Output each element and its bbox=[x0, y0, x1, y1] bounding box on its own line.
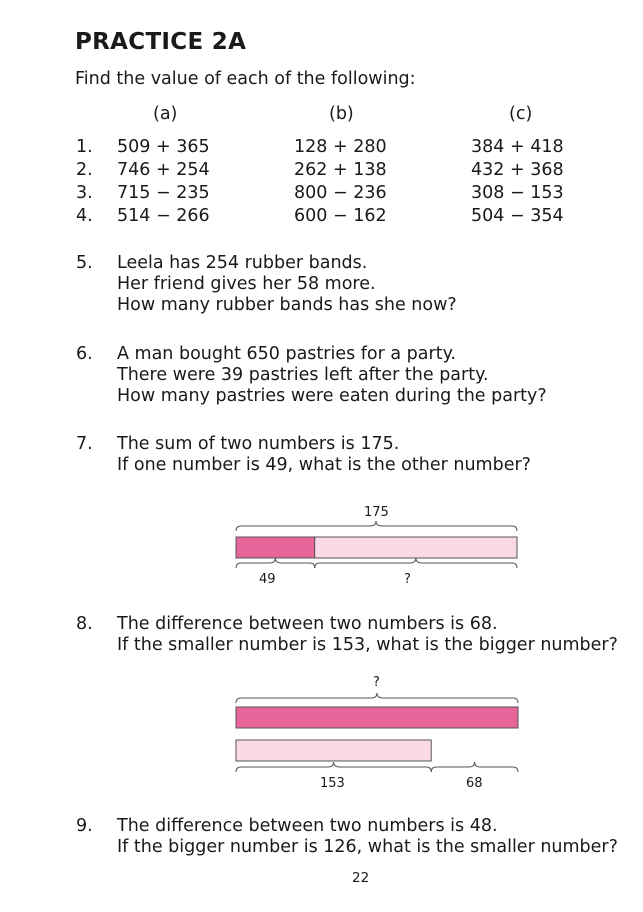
problem-text: The sum of two numbers is 175. If one number is 49, what is the other number? bbox=[117, 434, 531, 475]
diagram7-unknown-bar bbox=[315, 537, 517, 558]
problem-number: 7. bbox=[76, 434, 93, 454]
column-header-a: (a) bbox=[153, 104, 178, 124]
problem-text: A man bought 650 pastries for a party. There were 39 pastries left after the party. How many pastries were eaten during the party? bbox=[117, 344, 547, 406]
problem-text: The difference between two numbers is 68. If the smaller number is 153, what is the bigger number? bbox=[117, 614, 618, 655]
exercise-cell: 715 − 235 bbox=[117, 183, 210, 203]
row-number: 3. bbox=[76, 183, 93, 203]
diagram7-part-bar bbox=[236, 537, 315, 558]
exercise-cell: 262 + 138 bbox=[294, 160, 387, 180]
exercise-cell: 128 + 280 bbox=[294, 137, 387, 157]
page-title: PRACTICE 2A bbox=[75, 29, 247, 55]
problem-text: The difference between two numbers is 48. If the bigger number is 126, what is the smaller number? bbox=[117, 816, 618, 857]
exercise-cell: 384 + 418 bbox=[471, 137, 564, 157]
diagram8-top-brace bbox=[236, 693, 518, 703]
column-header-c: (c) bbox=[509, 104, 533, 124]
page-number: 22 bbox=[352, 870, 370, 886]
diagram8-smaller-label: 153 bbox=[320, 776, 345, 791]
exercise-cell: 504 − 354 bbox=[471, 206, 564, 226]
exercise-cell: 746 + 254 bbox=[117, 160, 210, 180]
diagram8-difference-brace bbox=[431, 762, 518, 772]
exercise-cell: 514 − 266 bbox=[117, 206, 210, 226]
instruction-text: Find the value of each of the following: bbox=[75, 69, 416, 89]
diagram7-total-label: 175 bbox=[364, 505, 389, 520]
diagram7-part-brace bbox=[236, 558, 315, 568]
diagram8-smaller-brace bbox=[236, 762, 431, 772]
exercise-cell: 800 − 236 bbox=[294, 183, 387, 203]
column-header-b: (b) bbox=[329, 104, 354, 124]
row-number: 4. bbox=[76, 206, 93, 226]
diagram7-top-brace bbox=[236, 521, 517, 531]
row-number: 2. bbox=[76, 160, 93, 180]
exercise-cell: 308 − 153 bbox=[471, 183, 564, 203]
diagram8-difference-label: 68 bbox=[466, 776, 483, 791]
diagram7-unknown-brace bbox=[315, 558, 517, 568]
problem-number: 8. bbox=[76, 614, 93, 634]
diagram8-top-label: ? bbox=[373, 675, 380, 690]
diagram8-bigger-bar bbox=[236, 707, 518, 728]
row-number: 1. bbox=[76, 137, 93, 157]
diagram7-part-label: 49 bbox=[259, 572, 276, 587]
problem-number: 9. bbox=[76, 816, 93, 836]
problem-text: Leela has 254 rubber bands. Her friend gives her 58 more. How many rubber bands has she now? bbox=[117, 253, 457, 315]
problem-number: 6. bbox=[76, 344, 93, 364]
exercise-cell: 600 − 162 bbox=[294, 206, 387, 226]
exercise-cell: 509 + 365 bbox=[117, 137, 210, 157]
problem-number: 5. bbox=[76, 253, 93, 273]
diagram8-smaller-bar bbox=[236, 740, 431, 761]
diagram7-unknown-label: ? bbox=[404, 572, 411, 587]
exercise-cell: 432 + 368 bbox=[471, 160, 564, 180]
